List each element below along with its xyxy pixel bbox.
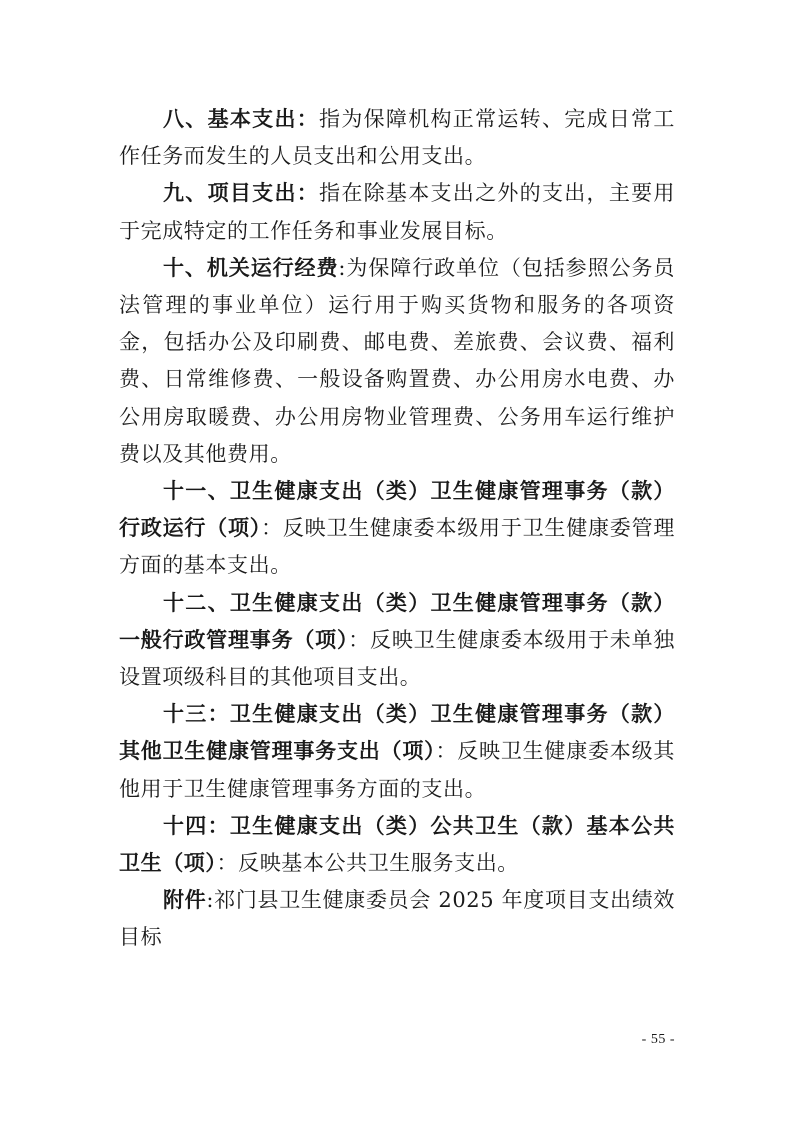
attachment-title: :祁门县卫生健康委员会 2025 年度项目支出绩效目标	[119, 888, 675, 950]
term-heading: 十、机关运行经费	[163, 255, 339, 280]
page-number: - 55 -	[641, 1032, 675, 1047]
paragraph-attachment	[119, 882, 675, 956]
term-definition: 指在除基本支出之外的支出，主要用于完成特定的工作任务和事业发展目标。	[119, 181, 676, 243]
term-heading: 十四：卫生健康支出（类）公共卫生（款）基本公共卫生（项）	[119, 813, 675, 876]
paragraph-basic-expenditure	[119, 101, 675, 175]
paragraph-operating-expenses	[119, 250, 675, 473]
term-definition: ：反映卫生健康委本级其他用于卫生健康管理事务方面的支出。	[119, 739, 675, 801]
term-heading: 十二、卫生健康支出（类）卫生健康管理事务（款）一般行政管理事务（项）	[119, 590, 675, 652]
paragraph-project-expenditure	[119, 175, 675, 249]
term-definition: ：反映卫生健康委本级用于卫生健康委管理方面的基本支出。	[119, 516, 675, 578]
term-definition: 指为保障机构正常运转、完成日常工作任务而发生的人员支出和公用支出。	[119, 107, 676, 169]
term-heading: 十三：卫生健康支出（类）卫生健康管理事务（款）其他卫生健康管理事务支出（项）	[119, 702, 675, 764]
term-definition: :为保障行政单位（包括参照公务员法管理的事业单位）运行用于购买货物和服务的各项资金，包括办公及印刷费、邮电费、差旅费、会议费、福利费、日常维修费、一般设备购置费、办公用房水电费、办公用房取暖费、办公用房物业管理费、公务用车运行维护费以及其他费用。	[119, 255, 675, 466]
term-definition: ：反映基本公共卫生服务支出。	[216, 851, 519, 876]
term-heading: 九、项目支出：	[163, 181, 320, 206]
paragraph-other-health-management	[119, 696, 675, 808]
paragraph-general-administration	[119, 585, 675, 697]
document-body	[119, 101, 675, 957]
term-definition: ：反映卫生健康委本级用于未单独设置项级科目的其他项目支出。	[119, 627, 676, 690]
term-heading: 十一、卫生健康支出（类）卫生健康管理事务（款）行政运行（项）	[119, 479, 675, 541]
paragraph-basic-public-health	[119, 808, 675, 882]
term-heading: 八、基本支出：	[163, 107, 320, 131]
paragraph-administrative-operation	[119, 473, 675, 585]
attachment-label: 附件	[163, 888, 207, 913]
